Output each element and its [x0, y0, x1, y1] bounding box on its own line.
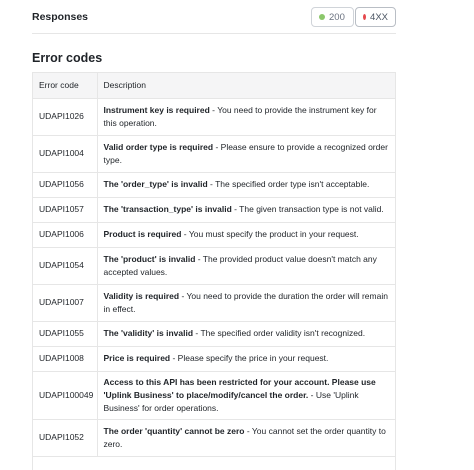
status-4xx-button[interactable] — [355, 7, 396, 27]
description-text: - Please specify the price in your request. — [170, 353, 329, 363]
description-cell — [97, 197, 395, 222]
description-bold: Valid order type is required — [103, 141, 214, 152]
status-200-button[interactable] — [311, 7, 354, 27]
description-cell — [97, 371, 395, 419]
description-cell — [97, 321, 395, 346]
error-dot-icon — [363, 14, 366, 20]
column-header-error-code: Error code — [33, 73, 97, 98]
description-text: - You need to provide the duration the order will remain in effect. — [103, 290, 388, 314]
description-cell — [97, 172, 395, 197]
description-cell — [97, 284, 395, 321]
table-row — [33, 172, 395, 197]
section-title: Error codes — [32, 51, 103, 65]
description-text: - The given transaction type is not valid. — [231, 204, 384, 214]
table-row — [33, 135, 395, 172]
error-code-cell: UDAPI1057 — [33, 197, 97, 222]
description-bold: The 'order_type' is invalid — [103, 179, 208, 189]
error-code-cell: UDAPI1026 — [33, 98, 97, 135]
table-row — [33, 284, 395, 321]
description-cell — [97, 346, 395, 371]
description-bold: Product is required — [103, 229, 182, 239]
status-200-label: 200 — [329, 11, 345, 23]
description-text: - The specified order validity isn't recognized. — [193, 328, 366, 338]
error-code-cell: UDAPI1008 — [33, 346, 97, 371]
table-row — [33, 321, 395, 346]
description-text: - You must specify the product in your request. — [181, 229, 359, 239]
responses-title: Responses — [32, 11, 89, 23]
description-bold: The 'validity' is invalid — [103, 328, 194, 338]
error-code-cell: UDAPI1006 — [33, 222, 97, 247]
table-row — [33, 346, 395, 371]
error-codes-table — [32, 72, 396, 470]
table-row — [33, 98, 395, 135]
description-text: - You cannot set the order quantity to zero. — [103, 425, 386, 449]
description-cell — [97, 419, 395, 456]
responses-bar — [32, 0, 396, 34]
success-dot-icon — [319, 14, 325, 20]
column-header-description: Description — [97, 73, 395, 98]
description-cell — [97, 135, 395, 172]
description-text: - The specified order type isn't acceptable. — [207, 179, 370, 189]
description-bold: Instrument key is required — [103, 104, 210, 115]
description-cell — [97, 98, 395, 135]
error-code-cell: UDAPI1007 — [33, 284, 97, 321]
description-bold: The order 'quantity' cannot be zero — [103, 425, 245, 436]
description-text: - Please ensure to provide a recognized order type. — [103, 141, 388, 165]
error-code-cell: UDAPI1052 — [33, 419, 97, 456]
description-bold: Access to this API has been restricted for your account. Please use 'Uplink Business' to place/modify/cancel the order. — [103, 376, 376, 400]
description-bold: The 'product' is invalid — [103, 253, 196, 264]
description-bold: The 'transaction_type' is invalid — [103, 204, 232, 214]
description-cell — [97, 247, 395, 284]
error-code-cell: UDAPI1004 — [33, 135, 97, 172]
error-code-cell: UDAPI1055 — [33, 321, 97, 346]
table-header-row — [33, 73, 395, 98]
error-code-cell: UDAPI100049 — [33, 371, 97, 419]
table-row — [33, 197, 395, 222]
description-cell — [97, 222, 395, 247]
table-row — [33, 247, 395, 284]
table-row — [33, 222, 395, 247]
error-code-cell: UDAPI1054 — [33, 247, 97, 284]
table-row — [33, 419, 395, 456]
description-bold: Price is required — [103, 353, 171, 363]
description-bold: Validity is required — [103, 290, 180, 301]
description-text: - Use 'Uplink Business' for order operations. — [103, 389, 359, 413]
description-text: - The provided product value doesn't match any accepted values. — [103, 253, 377, 277]
status-4xx-label: 4XX — [370, 11, 388, 23]
description-text: - You need to provide the instrument key for this operation. — [103, 104, 377, 128]
error-code-cell: UDAPI1056 — [33, 172, 97, 197]
table-row — [33, 371, 395, 419]
